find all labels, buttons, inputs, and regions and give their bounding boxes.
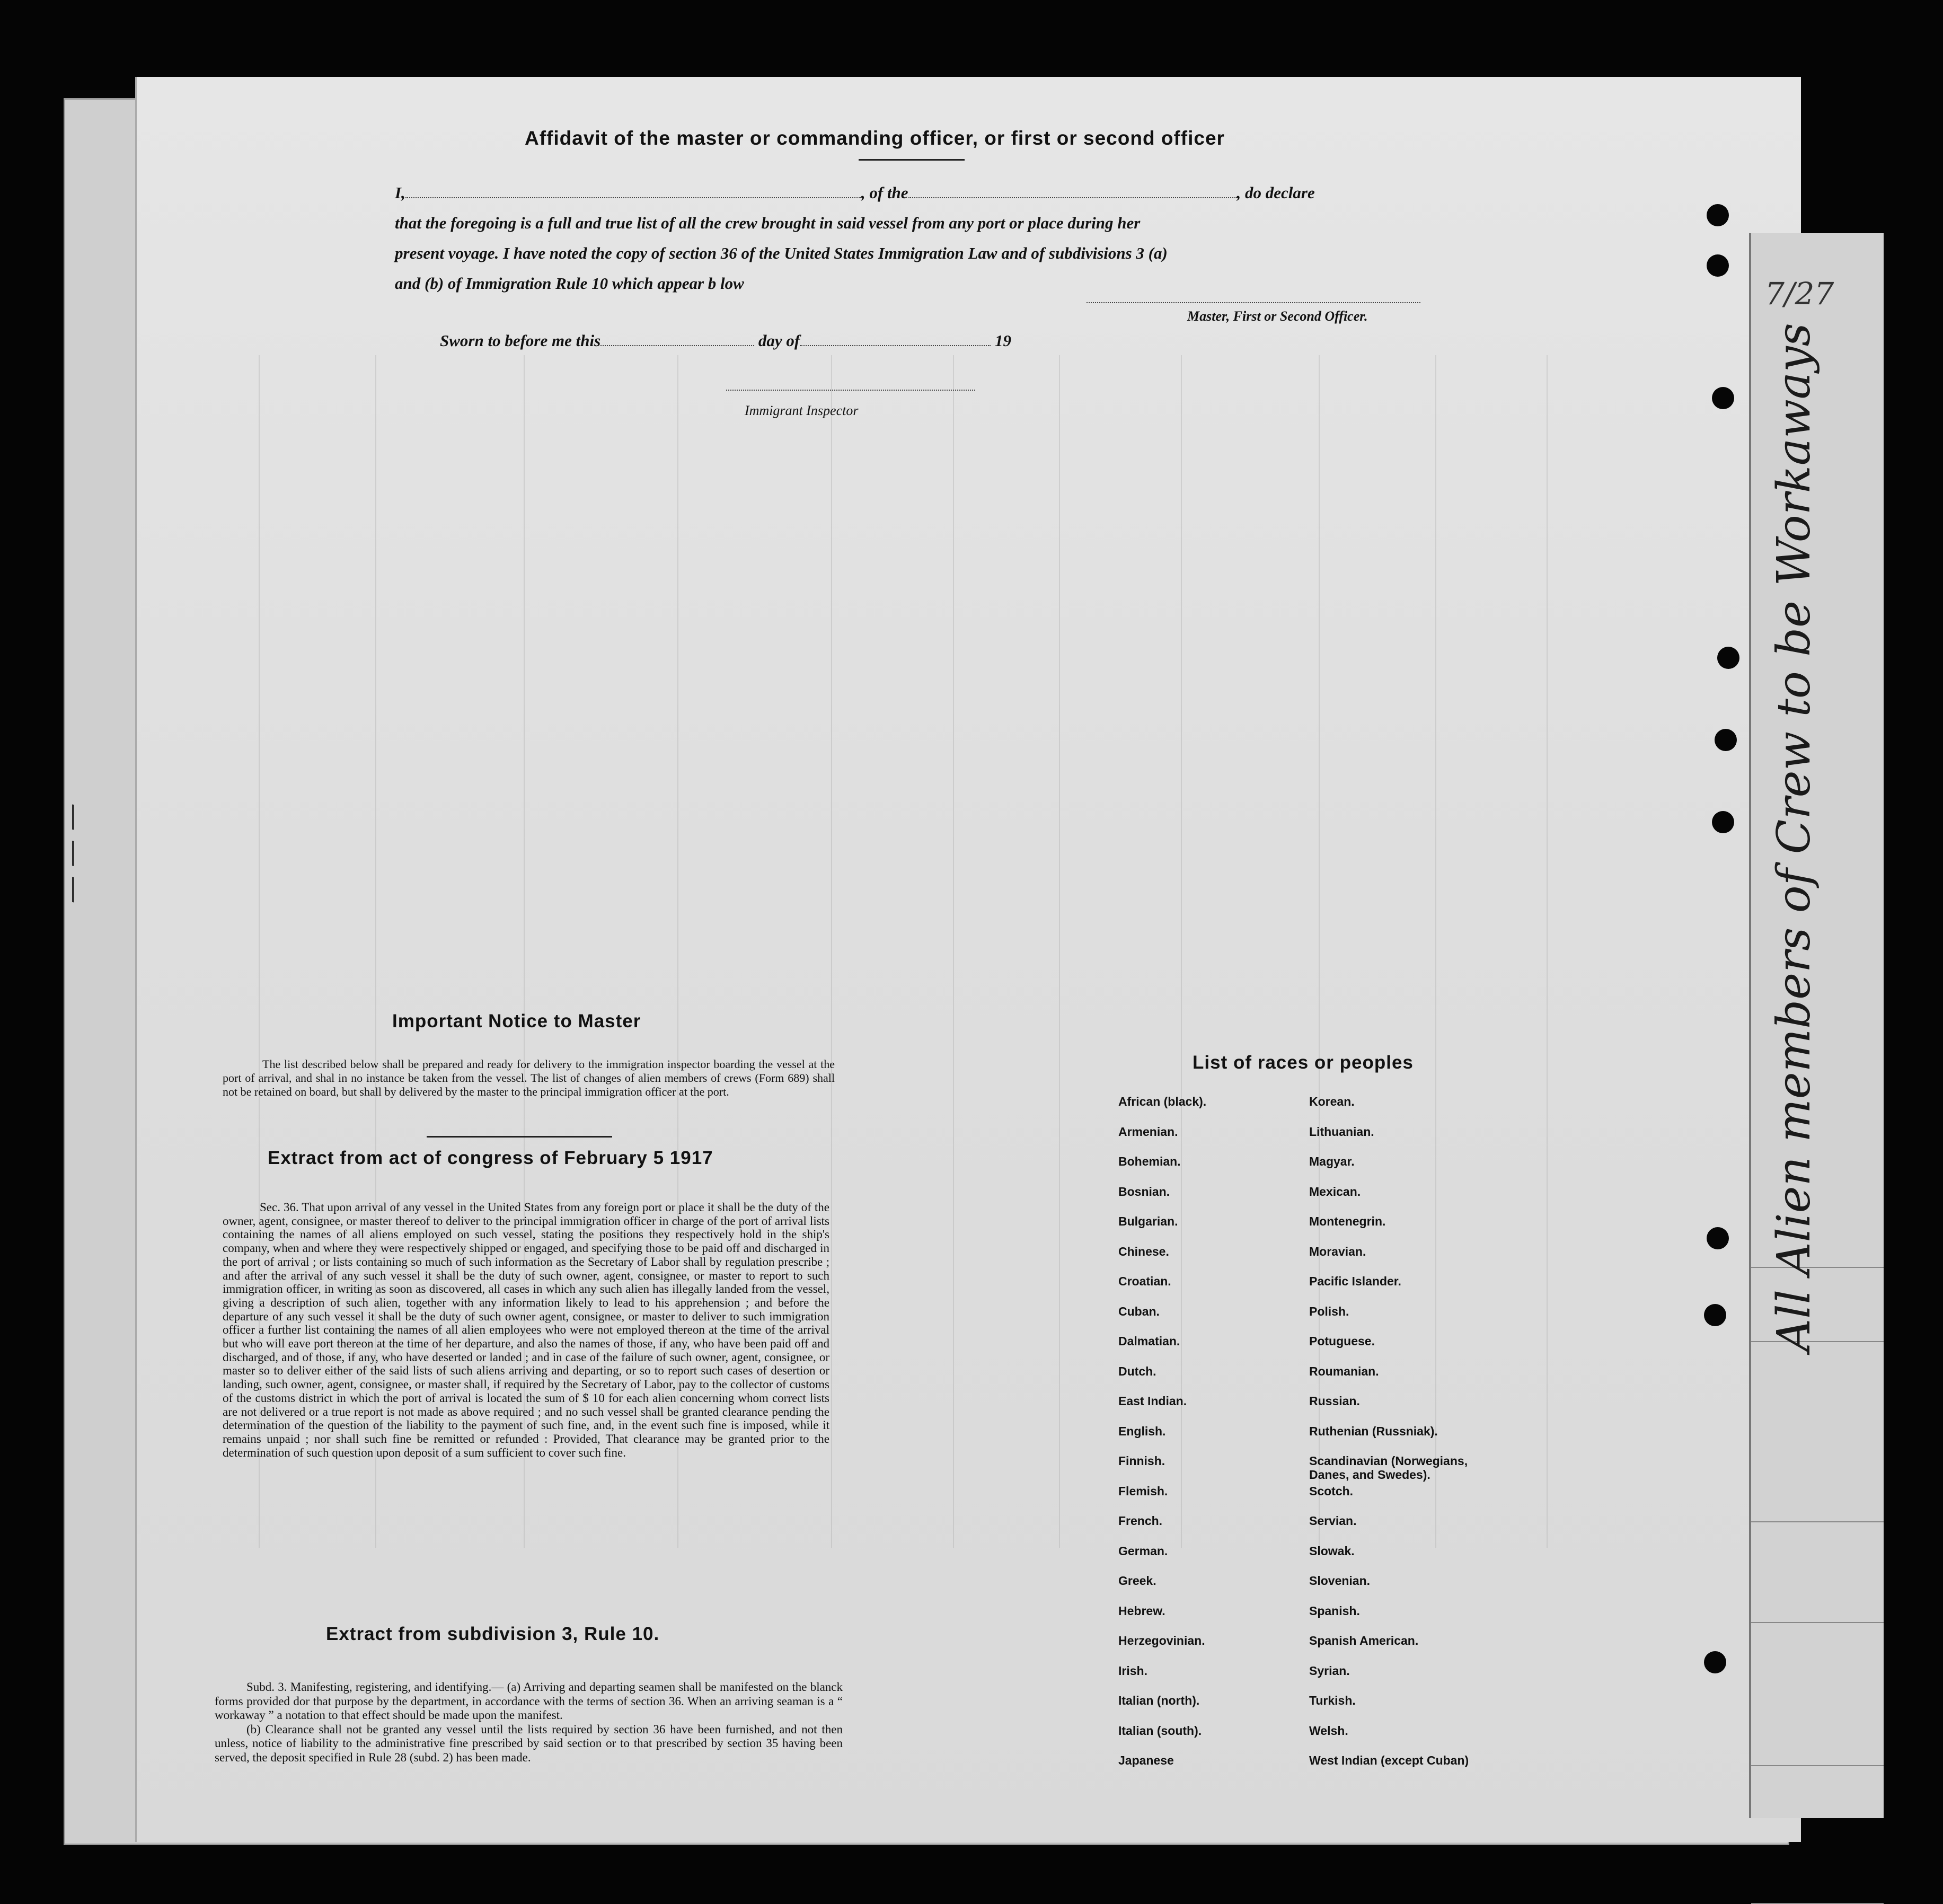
notice-text: The list described below shall be prepared and ready for delivery to the immigration inspector boarding the vessel at the port of arrival, and shal in no instance be taken from the vessel. The list of changes of alien members of crews (Form 689) shall not be retained on board, but shall by delivered by the master to the principal immigration officer at the port.: [223, 1057, 835, 1098]
race-item: English.: [1118, 1424, 1166, 1438]
declaration-line-4: and (b) of Immigration Rule 10 which appear b low: [395, 274, 744, 293]
declare-suffix: , do declare: [1237, 183, 1315, 202]
race-item: Roumanian.: [1309, 1364, 1379, 1378]
race-item: Dalmatian.: [1118, 1334, 1180, 1348]
race-item: Polish.: [1309, 1304, 1349, 1318]
margin-handwritten-annotation: All Alien members of Crew to be Workaways: [1768, 323, 1821, 1352]
subdivision-a: Subd. 3. Manifesting, registering, and identifying.— (a) Arriving and departing seamen shall be manifested on the blanck forms provided dor that purpose by the department, in accordance with the terms of section 36. When an arriving seaman is a “ workaway ” a notation to that effect should be made upon the manifest.: [215, 1680, 843, 1722]
affidavit-declaration: [395, 178, 1423, 298]
sworn-prefix: Sworn to before me this: [440, 331, 601, 350]
race-item: Finnish.: [1118, 1454, 1165, 1468]
notice-divider: [427, 1136, 612, 1138]
declaration-line-2: that the foregoing is a full and true list of all the crew brought in said vessel from any port or place during her: [395, 214, 1141, 232]
race-item: Herzegovinian.: [1118, 1634, 1205, 1647]
act-extract-title: Extract from act of congress of February 5 1917: [268, 1148, 713, 1168]
sworn-year-prefix: 19: [995, 331, 1011, 350]
race-item: Greek.: [1118, 1574, 1156, 1588]
race-item: Irish.: [1118, 1663, 1147, 1678]
declarant-name-field: [405, 197, 861, 198]
affidavit-title: Affidavit of the master or commanding officer, or first or second officer: [525, 127, 1225, 149]
declaration-line-3: present voyage. I have noted the copy of section 36 of the United States Immigration Law and of subdivisions 3 (a): [395, 244, 1168, 262]
race-item: Italian (south).: [1118, 1723, 1202, 1738]
race-item: Hebrew.: [1118, 1603, 1165, 1618]
sworn-month-field: [800, 345, 991, 346]
race-item: Syrian.: [1309, 1663, 1350, 1678]
sworn-day-field: [600, 345, 754, 346]
race-item: Italian (north).: [1118, 1694, 1200, 1707]
race-item: Dutch.: [1118, 1364, 1156, 1378]
race-item: East Indian.: [1118, 1394, 1187, 1408]
title-divider: [859, 159, 965, 161]
race-item: Scotch.: [1309, 1484, 1354, 1498]
sworn-statement: [440, 331, 1011, 350]
race-item: Servian.: [1309, 1514, 1357, 1528]
signature-line: [1087, 302, 1420, 303]
rule-extract-title: Extract from subdivision 3, Rule 10.: [326, 1624, 660, 1644]
race-item: Spanish.: [1309, 1603, 1360, 1618]
declarant-prefix: I,: [395, 183, 405, 202]
race-item: Moravian.: [1309, 1244, 1366, 1258]
race-item: Ruthenian (Russniak).: [1309, 1424, 1438, 1438]
signature-label: Master, First or Second Officer.: [1187, 308, 1368, 324]
race-item: Slovenian.: [1309, 1574, 1371, 1588]
race-item: Flemish.: [1118, 1484, 1168, 1498]
race-item: West Indian (except Cuban): [1309, 1753, 1469, 1767]
race-item: Pacific Islander.: [1309, 1274, 1401, 1288]
race-item: Potuguese.: [1309, 1334, 1375, 1348]
section-36-text: Sec. 36. That upon arrival of any vessel in the United States from any foreign port or place it shall be the duty of the owner, agent, consignee, or master thereof to deliver to the principal immigration officer in charge of the port of arrival lists containing the names of all aliens employed on such vessel, stating the positions they respectively hold in the ship's company, when and where they were respectively shipped or engaged, and specifying those to be paid off and discharged in the port of arrival ; or lists containing so much of such information as the Secretary of Labor shall by regulation prescribe ; and after the arrival of any such vessel it shall be the duty of such owner, agent, consignee, or master to report to such immigration officer, in writing as soon as discovered, all cases in which any such alien has illegally landed from the vessel, giving a description of such alien, together with any information likely to lead to his apprehension ; and before the departure of any such vessel it shall be the duty of such owner agent, consignee, or master to deliver to such immigration officer a further list containing the names of all alien employees who were not employed thereon at the time of the arrival but who will eave port thereon at the time of her departure, and also the names of those, if any, who have been paid off and discharged, and of those, if any, who have deserted or landed ; and in case of the failure of such owner, agent, consignee, or master so to deliver either of the said lists of such aliens arriving and departing, or so to report such cases of desertion or landing, such owner, agent, consignee, or master shall, if required by the Secretary of Labor, pay to the collector of customs of the customs district in which the port of arrival is located the sum of $ 10 for each alien concerning whom correct lists are not delivered or a true report is not made as above required ; and no such vessel shall be granted clearance pending the determination of the question of the liability to the payment of such fine, and, in the event such fine is imposed, while it remains unpaid ; nor shall such fine be remitted or refunded : Provided, That clearance may be granted prior to the determination of such question upon deposit of a sum sufficient to cover such fine.: [223, 1201, 829, 1459]
races-column-2: [1309, 1095, 1469, 1784]
left-edge-handwriting-fragment: — — —: [55, 803, 87, 904]
races-list-title: List of races or peoples: [1193, 1052, 1414, 1073]
race-item: Scandinavian (Norwegians, Danes, and Swedes).: [1309, 1454, 1468, 1482]
race-item: Korean.: [1309, 1095, 1355, 1108]
subdivision-b: (b) Clearance shall not be granted any vessel until the lists required by section 36 have been furnished, and not then unless, notice of liability to the administrative fine prescribed by said section or to that prescribed by section 35 having been served, the deposit specified in Rule 28 (subd. 2) has been made.: [215, 1722, 843, 1764]
race-item: Japanese: [1118, 1753, 1174, 1767]
race-item: Spanish American.: [1309, 1634, 1419, 1647]
races-column-1: [1118, 1095, 1206, 1784]
vessel-name-field: [908, 197, 1237, 198]
inspector-label: Immigrant Inspector: [745, 403, 859, 418]
top-margin-mark: 7/27: [1765, 276, 1834, 312]
race-item: Croatian.: [1118, 1274, 1171, 1288]
race-item: Bulgarian.: [1118, 1214, 1178, 1228]
race-item: Lithuanian.: [1309, 1124, 1374, 1139]
race-item: Magyar.: [1309, 1154, 1355, 1168]
notice-title: Important Notice to Master: [392, 1011, 641, 1032]
race-item: Welsh.: [1309, 1723, 1348, 1738]
race-item: Chinese.: [1118, 1244, 1169, 1258]
vessel-prefix: , of the: [861, 183, 908, 202]
race-item: Bosnian.: [1118, 1184, 1170, 1198]
inspector-signature-line: [726, 390, 975, 391]
race-item: Slowak.: [1309, 1544, 1355, 1558]
race-item: French.: [1118, 1514, 1163, 1528]
race-item: Russian.: [1309, 1394, 1360, 1408]
race-item: Montenegrin.: [1309, 1214, 1386, 1228]
sworn-month-prefix: day of: [758, 331, 800, 350]
race-item: German.: [1118, 1544, 1168, 1558]
race-item: Bohemian.: [1118, 1154, 1181, 1168]
race-item: African (black).: [1118, 1095, 1207, 1108]
race-item: Armenian.: [1118, 1124, 1178, 1139]
rule-10-text: [215, 1680, 843, 1765]
declaration-line-1: [395, 178, 1423, 208]
race-item: Cuban.: [1118, 1304, 1160, 1318]
race-item: Turkish.: [1309, 1694, 1356, 1707]
race-item: Mexican.: [1309, 1184, 1361, 1198]
